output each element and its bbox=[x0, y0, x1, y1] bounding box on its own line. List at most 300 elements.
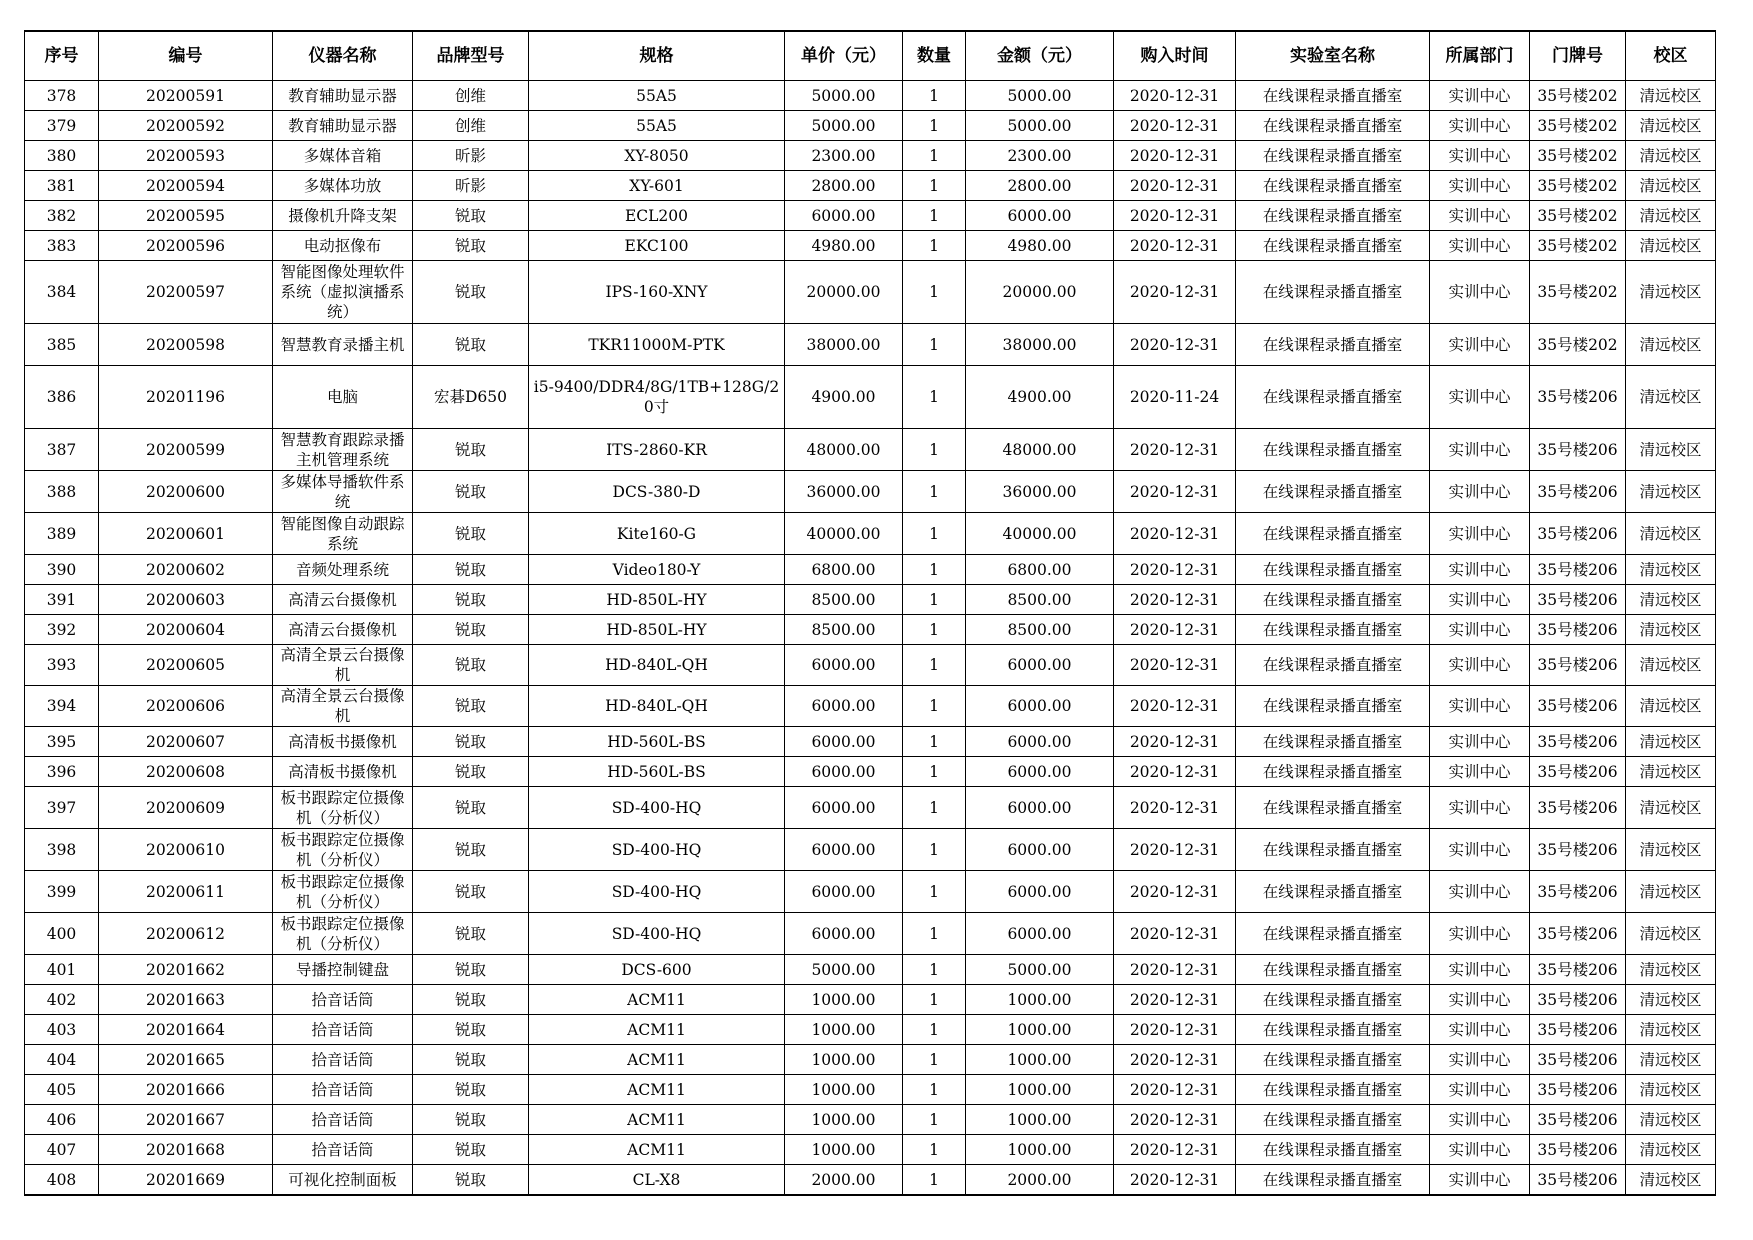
cell-lab-name-text: 在线课程录播直播室 bbox=[1262, 882, 1403, 901]
cell-campus-text: 清远校区 bbox=[1639, 482, 1702, 501]
cell-brand-model-text: 昕影 bbox=[454, 146, 486, 165]
cell-unit-price-text: 5000.00 bbox=[811, 116, 876, 135]
cell-brand-model-text: 锐取 bbox=[454, 798, 486, 817]
cell-unit-price bbox=[785, 324, 903, 366]
cell-room-number bbox=[1530, 261, 1626, 324]
cell-lab-name bbox=[1236, 366, 1430, 429]
cell-department-text: 实训中心 bbox=[1448, 798, 1511, 817]
cell-code bbox=[99, 111, 273, 141]
table-row bbox=[25, 201, 1716, 231]
cell-room-number-text: 35号楼206 bbox=[1537, 840, 1618, 859]
cell-department-text: 实训中心 bbox=[1448, 388, 1511, 406]
cell-room-number-text: 35号楼206 bbox=[1537, 732, 1618, 751]
table-row bbox=[25, 615, 1716, 645]
cell-unit-price-text: 8500.00 bbox=[811, 590, 876, 609]
header-code: 编号 bbox=[99, 31, 273, 81]
cell-amount bbox=[966, 615, 1114, 645]
cell-room-number bbox=[1530, 955, 1626, 985]
cell-code bbox=[99, 645, 273, 686]
cell-amount bbox=[966, 1105, 1114, 1135]
cell-spec-text: SD-400-HQ bbox=[611, 882, 702, 901]
cell-unit-price bbox=[785, 201, 903, 231]
cell-campus bbox=[1626, 871, 1716, 913]
cell-instrument-name bbox=[273, 985, 413, 1015]
cell-room-number bbox=[1530, 585, 1626, 615]
cell-lab-name bbox=[1236, 913, 1430, 955]
cell-seq-text: 398 bbox=[46, 840, 77, 859]
cell-room-number-text: 35号楼206 bbox=[1537, 620, 1618, 639]
cell-brand-model-text: 锐取 bbox=[454, 524, 486, 543]
cell-campus bbox=[1626, 727, 1716, 757]
cell-room-number bbox=[1530, 324, 1626, 366]
cell-brand-model-text: 锐取 bbox=[454, 620, 486, 639]
cell-brand-model bbox=[413, 585, 529, 615]
cell-instrument-name bbox=[273, 201, 413, 231]
cell-spec-text: ACM11 bbox=[627, 990, 686, 1009]
cell-code bbox=[99, 555, 273, 585]
cell-purchase-date bbox=[1114, 324, 1236, 366]
cell-room-number bbox=[1530, 111, 1626, 141]
cell-quantity bbox=[903, 1045, 966, 1075]
table-row bbox=[25, 985, 1716, 1015]
cell-room-number bbox=[1530, 829, 1626, 871]
cell-unit-price-text: 6000.00 bbox=[811, 798, 876, 817]
cell-unit-price bbox=[785, 1015, 903, 1045]
cell-unit-price bbox=[785, 955, 903, 985]
cell-code-text: 20200604 bbox=[146, 620, 225, 639]
cell-spec-text: TKR11000M-PTK bbox=[588, 335, 725, 354]
cell-purchase-date-text: 2020-12-31 bbox=[1129, 762, 1220, 781]
cell-quantity-text: 1 bbox=[929, 560, 939, 579]
cell-quantity-text: 1 bbox=[929, 590, 939, 609]
cell-quantity bbox=[903, 429, 966, 471]
cell-quantity bbox=[903, 471, 966, 513]
cell-code bbox=[99, 757, 273, 787]
cell-spec-text: DCS-600 bbox=[621, 960, 692, 979]
cell-campus bbox=[1626, 1135, 1716, 1165]
cell-lab-name bbox=[1236, 141, 1430, 171]
cell-unit-price bbox=[785, 913, 903, 955]
cell-seq-text: 393 bbox=[46, 656, 77, 674]
cell-seq-text: 406 bbox=[46, 1110, 77, 1129]
cell-unit-price bbox=[785, 615, 903, 645]
cell-quantity-text: 1 bbox=[929, 882, 939, 901]
cell-seq-text: 407 bbox=[46, 1140, 77, 1159]
cell-lab-name-text: 在线课程录播直播室 bbox=[1262, 116, 1403, 135]
cell-room-number-text: 35号楼202 bbox=[1537, 335, 1618, 354]
cell-code-text: 20201666 bbox=[146, 1080, 225, 1099]
cell-amount-text: 6800.00 bbox=[1007, 560, 1072, 579]
cell-instrument-name bbox=[273, 585, 413, 615]
cell-code bbox=[99, 615, 273, 645]
table-row bbox=[25, 1075, 1716, 1105]
cell-code-text: 20200611 bbox=[146, 882, 225, 901]
cell-lab-name bbox=[1236, 645, 1430, 686]
cell-purchase-date-text: 2020-12-31 bbox=[1129, 206, 1220, 225]
cell-spec bbox=[529, 141, 785, 171]
cell-seq bbox=[25, 555, 99, 585]
cell-seq-text: 379 bbox=[46, 116, 77, 135]
cell-code bbox=[99, 1045, 273, 1075]
cell-seq-text: 397 bbox=[46, 798, 77, 817]
cell-instrument-name-text: 教育辅助显示器 bbox=[288, 116, 397, 135]
cell-room-number-text: 35号楼202 bbox=[1537, 283, 1618, 301]
cell-department bbox=[1430, 555, 1530, 585]
cell-amount-text: 6000.00 bbox=[1007, 762, 1072, 781]
cell-quantity bbox=[903, 871, 966, 913]
cell-purchase-date-text: 2020-12-31 bbox=[1129, 1080, 1220, 1099]
cell-department bbox=[1430, 913, 1530, 955]
cell-seq bbox=[25, 201, 99, 231]
cell-amount bbox=[966, 913, 1114, 955]
cell-code-text: 20200598 bbox=[146, 335, 225, 354]
cell-unit-price bbox=[785, 1075, 903, 1105]
cell-department-text: 实训中心 bbox=[1448, 960, 1511, 979]
cell-amount-text: 6000.00 bbox=[1007, 924, 1072, 943]
cell-amount-text: 2000.00 bbox=[1007, 1170, 1072, 1189]
cell-instrument-name bbox=[273, 261, 413, 324]
cell-lab-name bbox=[1236, 727, 1430, 757]
cell-code-text: 20200612 bbox=[146, 924, 225, 943]
cell-unit-price bbox=[785, 1165, 903, 1196]
cell-spec bbox=[529, 201, 785, 231]
cell-code-text: 20201664 bbox=[146, 1020, 225, 1039]
cell-quantity-text: 1 bbox=[929, 1080, 939, 1099]
cell-lab-name-text: 在线课程录播直播室 bbox=[1262, 656, 1403, 674]
cell-unit-price bbox=[785, 585, 903, 615]
cell-seq-text: 388 bbox=[46, 482, 77, 501]
cell-department-text: 实训中心 bbox=[1448, 146, 1511, 165]
cell-purchase-date bbox=[1114, 231, 1236, 261]
cell-quantity bbox=[903, 513, 966, 555]
cell-room-number bbox=[1530, 1135, 1626, 1165]
header-department: 所属部门 bbox=[1430, 31, 1530, 81]
cell-amount bbox=[966, 324, 1114, 366]
cell-purchase-date-text: 2020-12-31 bbox=[1129, 590, 1220, 609]
cell-lab-name bbox=[1236, 1165, 1430, 1196]
cell-amount bbox=[966, 1075, 1114, 1105]
cell-spec bbox=[529, 324, 785, 366]
cell-room-number-text: 35号楼206 bbox=[1537, 697, 1618, 715]
cell-unit-price-text: 2300.00 bbox=[811, 146, 876, 165]
cell-spec-text: XY-8050 bbox=[624, 146, 689, 165]
cell-purchase-date bbox=[1114, 955, 1236, 985]
cell-instrument-name-text: 板书跟踪定位摄像机（分析仪） bbox=[280, 788, 405, 827]
table-row bbox=[25, 585, 1716, 615]
cell-unit-price-text: 6000.00 bbox=[811, 697, 876, 715]
cell-amount-text: 1000.00 bbox=[1007, 1050, 1072, 1069]
table-row bbox=[25, 955, 1716, 985]
cell-spec-text: CL-X8 bbox=[632, 1170, 681, 1189]
cell-purchase-date-text: 2020-12-31 bbox=[1129, 335, 1220, 354]
cell-campus bbox=[1626, 171, 1716, 201]
cell-campus-text: 清远校区 bbox=[1639, 798, 1702, 817]
cell-code bbox=[99, 1015, 273, 1045]
cell-lab-name bbox=[1236, 1135, 1430, 1165]
cell-quantity-text: 1 bbox=[929, 146, 939, 165]
cell-department bbox=[1430, 1045, 1530, 1075]
header-room-number: 门牌号 bbox=[1530, 31, 1626, 81]
cell-spec-text: ACM11 bbox=[627, 1110, 686, 1129]
cell-unit-price-text: 5000.00 bbox=[811, 960, 876, 979]
cell-lab-name-text: 在线课程录播直播室 bbox=[1262, 176, 1403, 195]
cell-department-text: 实训中心 bbox=[1448, 176, 1511, 195]
cell-instrument-name bbox=[273, 1045, 413, 1075]
cell-purchase-date-text: 2020-12-31 bbox=[1129, 1050, 1220, 1069]
cell-department bbox=[1430, 727, 1530, 757]
cell-department bbox=[1430, 171, 1530, 201]
cell-purchase-date bbox=[1114, 111, 1236, 141]
cell-unit-price-text: 1000.00 bbox=[811, 1080, 876, 1099]
cell-amount-text: 2300.00 bbox=[1007, 146, 1072, 165]
cell-instrument-name bbox=[273, 871, 413, 913]
cell-brand-model bbox=[413, 985, 529, 1015]
cell-spec bbox=[529, 615, 785, 645]
table-row bbox=[25, 141, 1716, 171]
cell-code-text: 20201668 bbox=[146, 1140, 225, 1159]
cell-code-text: 20200607 bbox=[146, 732, 225, 751]
cell-brand-model-text: 锐取 bbox=[454, 1110, 486, 1129]
cell-code bbox=[99, 366, 273, 429]
cell-campus-text: 清远校区 bbox=[1639, 732, 1702, 751]
cell-quantity-text: 1 bbox=[929, 990, 939, 1009]
cell-purchase-date bbox=[1114, 1015, 1236, 1045]
cell-department-text: 实训中心 bbox=[1448, 762, 1511, 781]
cell-campus-text: 清远校区 bbox=[1639, 924, 1702, 943]
cell-instrument-name-text: 板书跟踪定位摄像机（分析仪） bbox=[280, 830, 405, 869]
cell-quantity bbox=[903, 645, 966, 686]
cell-code bbox=[99, 471, 273, 513]
cell-spec bbox=[529, 645, 785, 686]
table-row bbox=[25, 366, 1716, 429]
cell-purchase-date-text: 2020-12-31 bbox=[1129, 116, 1220, 135]
cell-campus-text: 清远校区 bbox=[1639, 206, 1702, 225]
cell-room-number bbox=[1530, 686, 1626, 727]
cell-unit-price-text: 4980.00 bbox=[811, 236, 876, 255]
cell-lab-name bbox=[1236, 81, 1430, 111]
cell-unit-price bbox=[785, 1045, 903, 1075]
cell-code bbox=[99, 871, 273, 913]
cell-seq-text: 392 bbox=[46, 620, 77, 639]
cell-spec bbox=[529, 727, 785, 757]
cell-campus bbox=[1626, 913, 1716, 955]
cell-purchase-date bbox=[1114, 645, 1236, 686]
cell-amount bbox=[966, 141, 1114, 171]
cell-purchase-date bbox=[1114, 913, 1236, 955]
cell-spec bbox=[529, 1075, 785, 1105]
cell-lab-name bbox=[1236, 985, 1430, 1015]
cell-room-number-text: 35号楼206 bbox=[1537, 482, 1618, 501]
cell-quantity-text: 1 bbox=[929, 840, 939, 859]
cell-purchase-date bbox=[1114, 429, 1236, 471]
cell-department-text: 实训中心 bbox=[1448, 440, 1511, 459]
cell-quantity-text: 1 bbox=[929, 236, 939, 255]
cell-lab-name bbox=[1236, 324, 1430, 366]
cell-purchase-date-text: 2020-12-31 bbox=[1129, 620, 1220, 639]
cell-quantity-text: 1 bbox=[929, 482, 939, 501]
cell-campus-text: 清远校区 bbox=[1639, 1050, 1702, 1069]
cell-lab-name-text: 在线课程录播直播室 bbox=[1262, 440, 1403, 459]
cell-department-text: 实训中心 bbox=[1448, 656, 1511, 674]
cell-department-text: 实训中心 bbox=[1448, 1080, 1511, 1099]
cell-purchase-date-text: 2020-12-31 bbox=[1129, 1020, 1220, 1039]
header-spec: 规格 bbox=[529, 31, 785, 81]
cell-purchase-date-text: 2020-11-24 bbox=[1129, 388, 1220, 406]
cell-campus bbox=[1626, 471, 1716, 513]
cell-department-text: 实训中心 bbox=[1448, 86, 1511, 105]
cell-spec bbox=[529, 513, 785, 555]
cell-amount bbox=[966, 513, 1114, 555]
cell-lab-name bbox=[1236, 615, 1430, 645]
cell-quantity-text: 1 bbox=[929, 1140, 939, 1159]
cell-seq-text: 405 bbox=[46, 1080, 77, 1099]
cell-brand-model-text: 创维 bbox=[454, 86, 486, 105]
cell-amount-text: 6000.00 bbox=[1007, 882, 1072, 901]
cell-instrument-name bbox=[273, 366, 413, 429]
cell-lab-name bbox=[1236, 1045, 1430, 1075]
cell-brand-model-text: 锐取 bbox=[454, 840, 486, 859]
cell-campus bbox=[1626, 615, 1716, 645]
cell-instrument-name-text: 拾音话筒 bbox=[311, 990, 374, 1009]
cell-campus-text: 清远校区 bbox=[1639, 1110, 1702, 1129]
cell-code bbox=[99, 829, 273, 871]
cell-amount-text: 6000.00 bbox=[1007, 656, 1072, 674]
cell-lab-name bbox=[1236, 871, 1430, 913]
cell-unit-price bbox=[785, 787, 903, 829]
cell-room-number bbox=[1530, 471, 1626, 513]
cell-lab-name-text: 在线课程录播直播室 bbox=[1262, 590, 1403, 609]
cell-quantity-text: 1 bbox=[929, 440, 939, 459]
cell-spec-text: ECL200 bbox=[624, 206, 689, 225]
cell-spec bbox=[529, 787, 785, 829]
cell-brand-model bbox=[413, 81, 529, 111]
cell-code-text: 20201196 bbox=[146, 388, 225, 406]
cell-campus-text: 清远校区 bbox=[1639, 560, 1702, 579]
cell-campus-text: 清远校区 bbox=[1639, 840, 1702, 859]
cell-unit-price bbox=[785, 686, 903, 727]
cell-campus-text: 清远校区 bbox=[1639, 1020, 1702, 1039]
cell-spec-text: Video180-Y bbox=[612, 560, 701, 579]
cell-unit-price bbox=[785, 829, 903, 871]
cell-brand-model-text: 锐取 bbox=[454, 335, 486, 354]
cell-room-number-text: 35号楼202 bbox=[1537, 176, 1618, 195]
cell-amount bbox=[966, 757, 1114, 787]
cell-room-number bbox=[1530, 231, 1626, 261]
cell-brand-model-text: 锐取 bbox=[454, 1140, 486, 1159]
cell-quantity-text: 1 bbox=[929, 1050, 939, 1069]
cell-seq-text: 386 bbox=[46, 388, 77, 406]
cell-lab-name bbox=[1236, 955, 1430, 985]
cell-quantity-text: 1 bbox=[929, 798, 939, 817]
cell-room-number-text: 35号楼206 bbox=[1537, 1020, 1618, 1039]
cell-campus bbox=[1626, 1015, 1716, 1045]
cell-seq-text: 378 bbox=[46, 86, 77, 105]
cell-code-text: 20200591 bbox=[146, 86, 225, 105]
cell-spec-text: Kite160-G bbox=[616, 524, 697, 543]
cell-purchase-date bbox=[1114, 871, 1236, 913]
cell-instrument-name-text: 拾音话筒 bbox=[311, 1080, 374, 1099]
cell-quantity-text: 1 bbox=[929, 732, 939, 751]
cell-campus bbox=[1626, 1165, 1716, 1196]
cell-code-text: 20200597 bbox=[146, 283, 225, 301]
header-brand-model: 品牌型号 bbox=[413, 31, 529, 81]
cell-instrument-name-text: 智慧教育录播主机 bbox=[280, 335, 405, 354]
cell-instrument-name bbox=[273, 1165, 413, 1196]
cell-campus bbox=[1626, 1105, 1716, 1135]
cell-unit-price-text: 48000.00 bbox=[806, 440, 881, 459]
cell-unit-price-text: 6000.00 bbox=[811, 732, 876, 751]
cell-seq-text: 387 bbox=[46, 440, 77, 459]
cell-code-text: 20201662 bbox=[146, 960, 225, 979]
cell-seq bbox=[25, 757, 99, 787]
cell-campus-text: 清远校区 bbox=[1639, 86, 1702, 105]
cell-campus bbox=[1626, 645, 1716, 686]
cell-spec bbox=[529, 1135, 785, 1165]
cell-instrument-name bbox=[273, 615, 413, 645]
cell-campus-text: 清远校区 bbox=[1639, 283, 1702, 301]
cell-code bbox=[99, 1165, 273, 1196]
cell-lab-name-text: 在线课程录播直播室 bbox=[1262, 236, 1403, 255]
cell-instrument-name bbox=[273, 686, 413, 727]
cell-amount-text: 1000.00 bbox=[1007, 990, 1072, 1009]
cell-department bbox=[1430, 231, 1530, 261]
cell-code bbox=[99, 985, 273, 1015]
cell-spec-text: ACM11 bbox=[627, 1020, 686, 1039]
cell-lab-name-text: 在线课程录播直播室 bbox=[1262, 1170, 1403, 1189]
cell-instrument-name bbox=[273, 727, 413, 757]
table-row bbox=[25, 686, 1716, 727]
table-row bbox=[25, 829, 1716, 871]
cell-spec-text: ACM11 bbox=[627, 1140, 686, 1159]
cell-lab-name-text: 在线课程录播直播室 bbox=[1262, 840, 1403, 859]
cell-brand-model bbox=[413, 141, 529, 171]
cell-instrument-name bbox=[273, 645, 413, 686]
cell-brand-model bbox=[413, 686, 529, 727]
cell-room-number-text: 35号楼206 bbox=[1537, 590, 1618, 609]
cell-brand-model bbox=[413, 955, 529, 985]
cell-lab-name-text: 在线课程录播直播室 bbox=[1262, 1020, 1403, 1039]
cell-quantity bbox=[903, 111, 966, 141]
table-row bbox=[25, 231, 1716, 261]
cell-seq-text: 399 bbox=[46, 882, 77, 901]
cell-room-number bbox=[1530, 1075, 1626, 1105]
cell-spec-text: XY-601 bbox=[629, 176, 684, 195]
cell-code bbox=[99, 261, 273, 324]
cell-seq bbox=[25, 955, 99, 985]
cell-unit-price-text: 1000.00 bbox=[811, 1110, 876, 1129]
cell-code bbox=[99, 171, 273, 201]
cell-room-number bbox=[1530, 985, 1626, 1015]
cell-code bbox=[99, 324, 273, 366]
cell-quantity bbox=[903, 231, 966, 261]
cell-room-number bbox=[1530, 787, 1626, 829]
cell-campus-text: 清远校区 bbox=[1639, 762, 1702, 781]
cell-purchase-date bbox=[1114, 1135, 1236, 1165]
cell-instrument-name-text: 拾音话筒 bbox=[311, 1110, 374, 1129]
cell-department bbox=[1430, 111, 1530, 141]
cell-amount-text: 6000.00 bbox=[1007, 840, 1072, 859]
cell-seq-text: 383 bbox=[46, 236, 77, 255]
cell-instrument-name bbox=[273, 171, 413, 201]
cell-instrument-name-text: 导播控制键盘 bbox=[295, 960, 389, 979]
cell-amount bbox=[966, 985, 1114, 1015]
cell-unit-price-text: 40000.00 bbox=[806, 524, 881, 543]
cell-seq bbox=[25, 585, 99, 615]
cell-amount-text: 8500.00 bbox=[1007, 620, 1072, 639]
cell-brand-model-text: 锐取 bbox=[454, 236, 486, 255]
cell-purchase-date bbox=[1114, 471, 1236, 513]
cell-amount bbox=[966, 1165, 1114, 1196]
